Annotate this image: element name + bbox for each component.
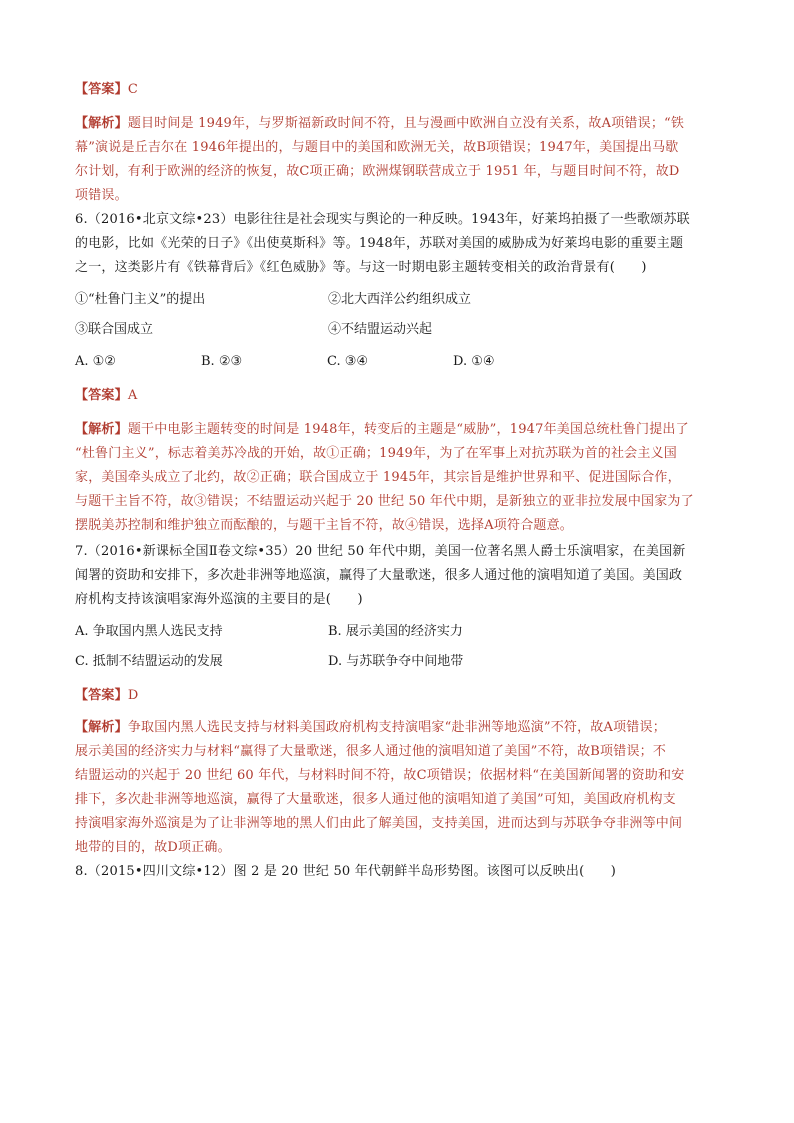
option-a: A. 争取国内黑人选民支持 [75, 624, 223, 639]
option-d: D. 与苏联争夺中间地带 [328, 654, 464, 669]
analysis-label: 【解析】 [75, 116, 128, 131]
analysis-line: 摆脱美苏控制和维护独立而酝酿的，与题干主旨不符，故④错误，选择A项符合题意。 [75, 518, 573, 533]
analysis-line: 与题干主旨不符，故③错误；不结盟运动兴起于 20 世纪 50 年代中期，是新独立的亚非拉发展中国家为了 [75, 494, 694, 509]
question-stem: 闻署的资助和安排下，多次赴非洲等地巡演，赢得了大量歌迷，很多人通过他的演唱知道了美国。美国政 [75, 568, 683, 583]
option-a: A. ①② [75, 354, 116, 369]
question-stem: 6.（2016•北京文综•23）电影往往是社会现实与舆论的一种反映。1943年，好莱坞拍摄了一些歌颂苏联 [75, 212, 690, 227]
question-stem: 之一，这类影片有《铁幕背后》《红色威胁》等。与这一时期电影主题转变相关的政治背景有( ) [75, 260, 647, 275]
analysis-label: 【解析】 [75, 720, 128, 735]
analysis-line: “杜鲁门主义”，标志着美苏冷战的开始，故①正确；1949年，为了在军事上对抗苏联为首的社会主义国 [75, 446, 677, 461]
analysis-line: 【解析】题干中电影主题转变的时间是 1948年，转变后的主题是“威胁”，1947年美国总统杜鲁门提出了 [75, 422, 689, 437]
analysis-line: 项错误。 [75, 188, 128, 203]
question-stem: 8.（2015•四川文综•12）图 2 是 20 世纪 50 年代朝鲜半岛形势图。该图可以反映出( ) [75, 864, 617, 879]
answer-label: 【答案】 [75, 688, 128, 703]
analysis-line: 【解析】争取国内黑人选民支持与材料美国政府机构支持演唱家“赴非洲等地巡演”不符，故A项错误； [75, 720, 666, 735]
statement-item: ①“杜鲁门主义”的提出 [75, 292, 206, 307]
analysis-label: 【解析】 [75, 422, 128, 437]
analysis-line: 展示美国的经济实力与材料“赢得了大量歌迷，很多人通过他的演唱知道了美国”不符，故B项错误；不 [75, 744, 667, 759]
analysis-line: 家，美国牵头成立了北约，故②正确；联合国成立于 1945年，其宗旨是维护世界和平、促进国际合作， [75, 470, 681, 485]
option-c: C. 抵制不结盟运动的发展 [75, 654, 223, 669]
analysis-line: 地带的目的，故D项正确。 [75, 840, 231, 855]
analysis-line: 尔计划，有利于欧洲的经济的恢复，故C项正确；欧洲煤钢联营成立于 1951 年，与题目时间不符，故D [75, 164, 680, 179]
question-stem: 府机构支持该演唱家海外巡演的主要目的是( ) [75, 592, 363, 607]
question-stem: 的电影，比如《光荣的日子》《出使莫斯科》等。1948年，苏联对美国的威胁成为好莱坞电影的重要主题 [75, 236, 684, 251]
analysis-line: 幕”演说是丘吉尔在 1946年提出的，与题目中的美国和欧洲无关，故B项错误；1947年，美国提出马歇 [75, 140, 679, 155]
option-b: B. 展示美国的经济实力 [328, 624, 463, 639]
option-d: D. ①④ [453, 354, 495, 369]
analysis-line: 排下，多次赴非洲等地巡演，赢得了大量歌迷，很多人通过他的演唱知道了美国”可知，美国政府机构支 [75, 792, 676, 807]
statement-item: ④不结盟运动兴起 [328, 322, 433, 337]
analysis-line: 持演唱家海外巡演是为了让非洲等地的黑人们由此了解美国，支持美国，进而达到与苏联争夺非洲等中间 [75, 816, 683, 831]
answer-label: 【答案】 [75, 388, 128, 403]
answer-value: D [127, 688, 139, 703]
answer-value: C [127, 82, 138, 97]
analysis-line: 结盟运动的兴起于 20 世纪 60 年代，与材料时间不符，故C项错误；依据材料“在美国新闻署的资助和安 [75, 768, 685, 783]
answer-label: 【答案】 [75, 82, 128, 97]
statement-item: ③联合国成立 [75, 322, 154, 337]
answer-value: A [127, 388, 138, 403]
statement-item: ②北大西洋公约组织成立 [328, 292, 472, 307]
option-c: C. ③④ [327, 354, 369, 369]
question-stem: 7.（2016•新课标全国Ⅱ卷文综•35）20 世纪 50 年代中期，美国一位著名黑人爵士乐演唱家，在美国新 [75, 544, 686, 559]
option-b: B. ②③ [201, 354, 243, 369]
analysis-line: 【解析】题目时间是 1949年，与罗斯福新政时间不符，且与漫画中欧洲自立没有关系，故A项错误；“铁 [75, 116, 685, 131]
answer-line-q5 [75, 80, 138, 100]
answer-line-q7 [75, 686, 138, 706]
answer-line-q6 [75, 386, 137, 406]
